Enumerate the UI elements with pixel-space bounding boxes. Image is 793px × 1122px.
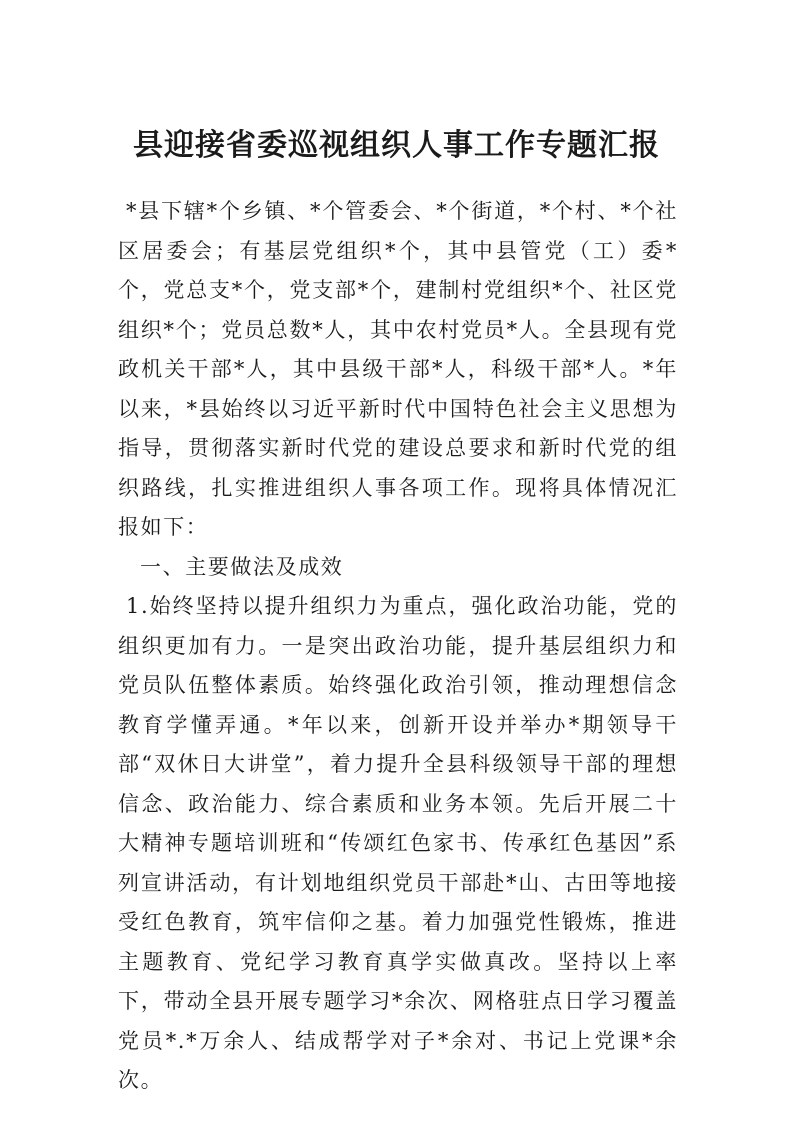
section-heading: 一、主要做法及成效: [140, 554, 344, 579]
document-title: 县迎接省委巡视组织人事工作专题汇报: [133, 128, 660, 163]
section-paragraph: 1.始终坚持以提升组织力为重点，强化政治功能，党的组织更加有力。一是突出政治功能，提升基层组织力和党员队伍整体素质。始终强化政治引领，推动理想信念教育学懂弄通。*年以来，创新开设并举办*期领导干部“双休日大讲堂”，着力提升全县科级领导干部的理想信念、政治能力、综合素质和业务本领。先后开展二十大精神专题培训班和“传颂红色家书、传承红色基因”系列宣讲活动，有计划地组织党员干部赴*山、古田等地接受红色教育，筑牢信仰之基。着力加强党性锻炼，推进主题教育、党纪学习教育真学实做真改。坚持以上率下，带动全县开展专题学习*余次、网格驻点日学习覆盖党员*.*万余人、结成帮学对子*余对、书记上党课*余次。: [118, 594, 678, 1092]
document-body: [118, 192, 678, 1101]
intro-paragraph: *县下辖*个乡镇、*个管委会、*个街道，*个村、*个社区居委会；有基层党组织*个，其中县管党（工）委*个，党总支*个，党支部*个，建制村党组织*个、社区党组织*个；党员总数*人，其中农村党员*人。全县现有党政机关干部*人，其中县级干部*人，科级干部*人。*年以来，*县始终以习近平新时代中国特色社会主义思想为指导，贯彻落实新时代党的建设总要求和新时代党的组织路线，扎实推进组织人事各项工作。现将具体情况汇报如下：: [118, 199, 678, 539]
